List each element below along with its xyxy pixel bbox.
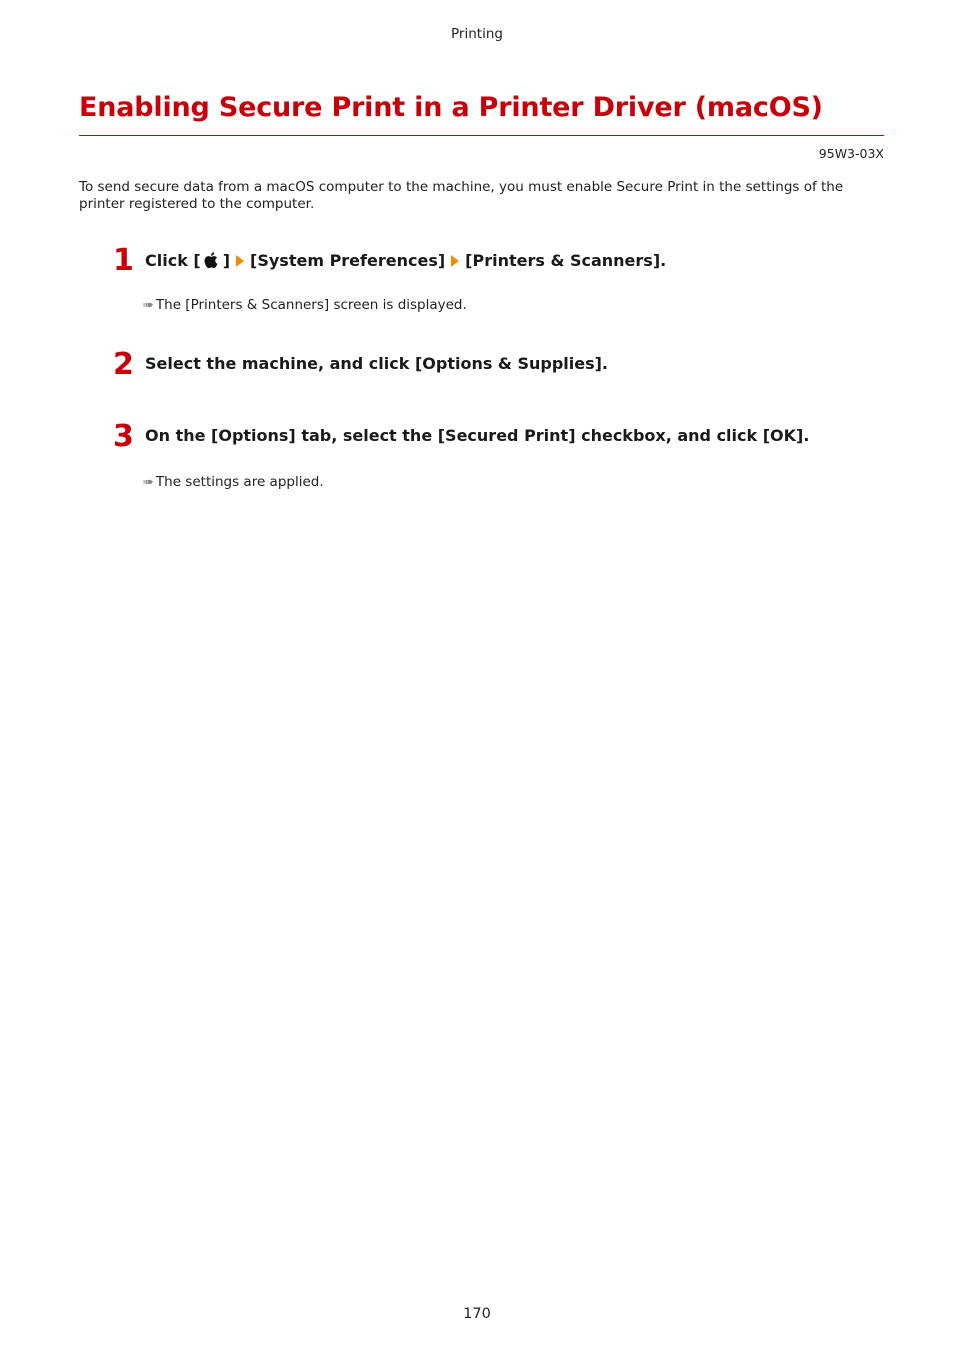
document-id: 95W3-03X — [818, 146, 884, 161]
step-instruction: Select the machine, and click [Options & Supplies]. — [145, 354, 609, 373]
step-result-text: The [Printers & Scanners] screen is displayed. — [155, 297, 467, 313]
step-text-bracket: ] — [222, 251, 231, 270]
result-arrow-icon: ➠ — [143, 298, 154, 313]
step-number: 2 — [113, 347, 134, 382]
step-instruction: On the [Options] tab, select the [Secured Print] checkbox, and click [OK]. — [145, 426, 810, 445]
step-result — [143, 474, 324, 490]
step-instruction — [145, 250, 666, 271]
step-result-text: The settings are applied. — [155, 474, 324, 490]
step-text-click: Click [ — [145, 251, 201, 270]
nav-arrow-icon — [451, 255, 459, 267]
step-number: 3 — [113, 419, 134, 454]
menu-printers-scanners: [Printers & Scanners]. — [465, 251, 667, 270]
step-number: 1 — [113, 243, 134, 278]
page-number: 170 — [463, 1306, 491, 1322]
running-header: Printing — [451, 26, 503, 42]
nav-arrow-icon — [236, 255, 244, 267]
intro-paragraph: To send secure data from a macOS computer to the machine, you must enable Secure Print in the settings of the printer registered to the computer. — [79, 179, 844, 212]
step-result — [143, 297, 467, 313]
title-divider — [79, 135, 884, 136]
page-title: Enabling Secure Print in a Printer Driver (macOS) — [79, 92, 823, 123]
apple-menu-icon — [203, 250, 221, 270]
menu-system-preferences: [System Preferences] — [250, 251, 446, 270]
result-arrow-icon: ➠ — [143, 475, 154, 490]
